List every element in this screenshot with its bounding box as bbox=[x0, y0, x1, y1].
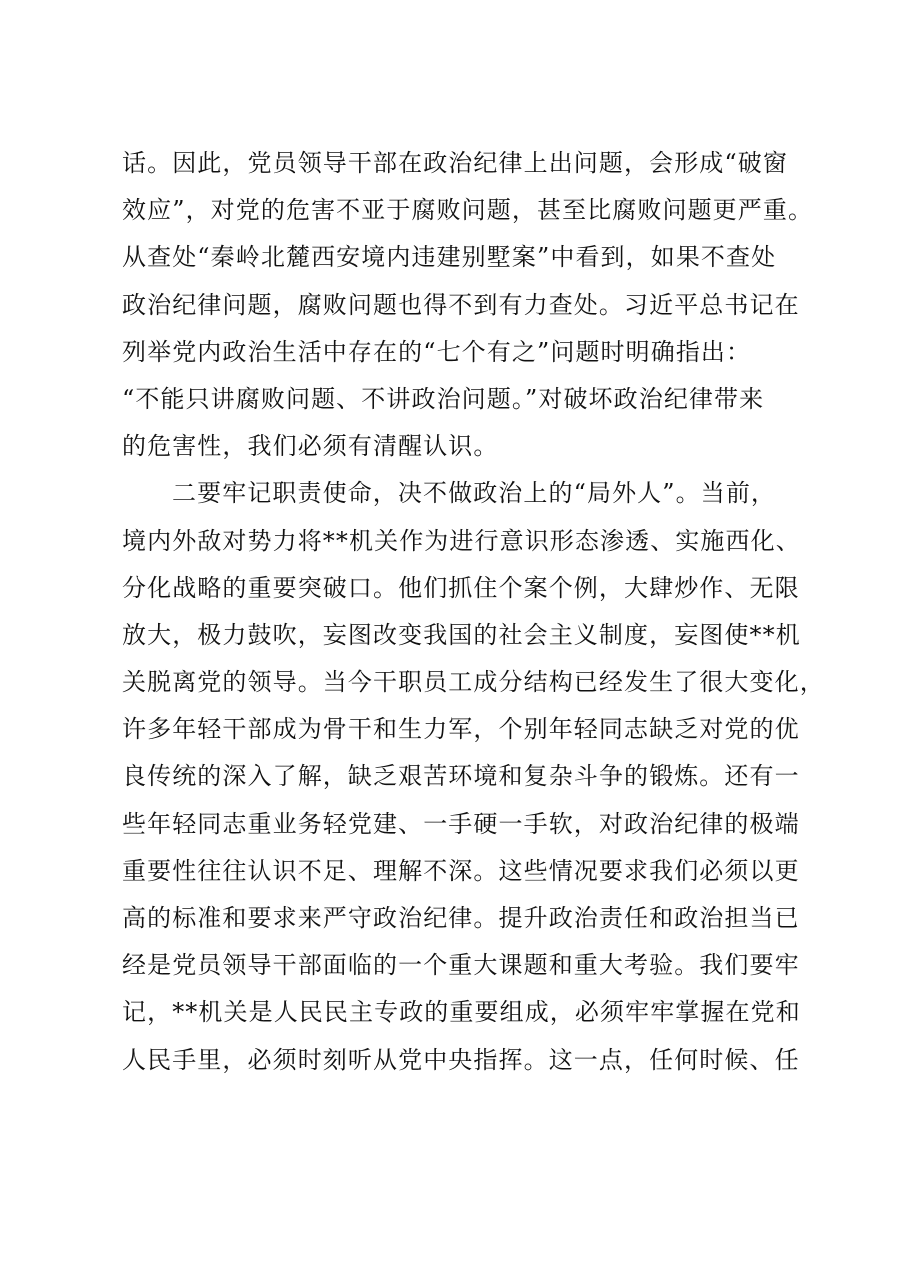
text-line: 记，**机关是人民民主专政的重要组成，必须牢牢掌握在党和 bbox=[122, 998, 801, 1027]
text-line: 重要性往往认识不足、理解不深。这些情况要求我们必须以更 bbox=[122, 856, 800, 885]
paragraph-continued bbox=[122, 140, 814, 470]
text-line: “不能只讲腐败问题、不讲政治问题。”对破坏政治纪律带来 bbox=[122, 384, 765, 413]
text-line: 效应”，对党的危害不亚于腐败问题，甚至比腐败问题更严重。 bbox=[122, 196, 814, 225]
document-body bbox=[122, 140, 825, 1084]
text-line: 的危害性，我们必须有清醒认识。 bbox=[122, 432, 499, 461]
text-line: 政治纪律问题，腐败问题也得不到有力查处。习近平总书记在 bbox=[122, 290, 800, 319]
text-line: 分化战略的重要突破口。他们抓住个案个例，大肆炒作、无限 bbox=[122, 573, 800, 602]
text-line: 列举党内政治生活中存在的“七个有之”问题时明确指出： bbox=[122, 337, 752, 366]
text-line: 放大，极力鼓吹，妄图改变我国的社会主义制度，妄图使**机 bbox=[122, 620, 801, 649]
paragraph-two bbox=[122, 470, 825, 1083]
text-line: 经是党员领导干部面临的一个重大课题和重大考验。我们要牢 bbox=[122, 951, 800, 980]
text-line: 从查处“秦岭北麓西安境内违建别墅案”中看到，如果不查处 bbox=[122, 243, 777, 272]
text-line: 境内外敌对势力将**机关作为进行意识形态渗透、实施西化、 bbox=[122, 526, 801, 555]
text-line-first: 二要牢记职责使命，决不做政治上的“局外人”。当前， bbox=[172, 479, 777, 508]
text-line: 许多年轻干部成为骨干和生力军，个别年轻同志缺乏对党的优 bbox=[122, 715, 800, 744]
text-line: 关脱离党的领导。当今干职员工成分结构已经发生了很大变化， bbox=[122, 668, 825, 697]
text-line: 人民手里，必须时刻听从党中央指挥。这一点，任何时候、任 bbox=[122, 1045, 800, 1074]
text-line: 高的标准和要求来严守政治纪律。提升政治责任和政治担当已 bbox=[122, 904, 800, 932]
text-line: 话。因此，党员领导干部在政治纪律上出问题，会形成“破窗 bbox=[122, 149, 788, 177]
text-line: 些年轻同志重业务轻党建、一手硬一手软，对政治纪律的极端 bbox=[122, 809, 800, 838]
text-line: 良传统的深入了解，缺乏艰苦环境和复杂斗争的锻炼。还有一 bbox=[122, 762, 800, 791]
